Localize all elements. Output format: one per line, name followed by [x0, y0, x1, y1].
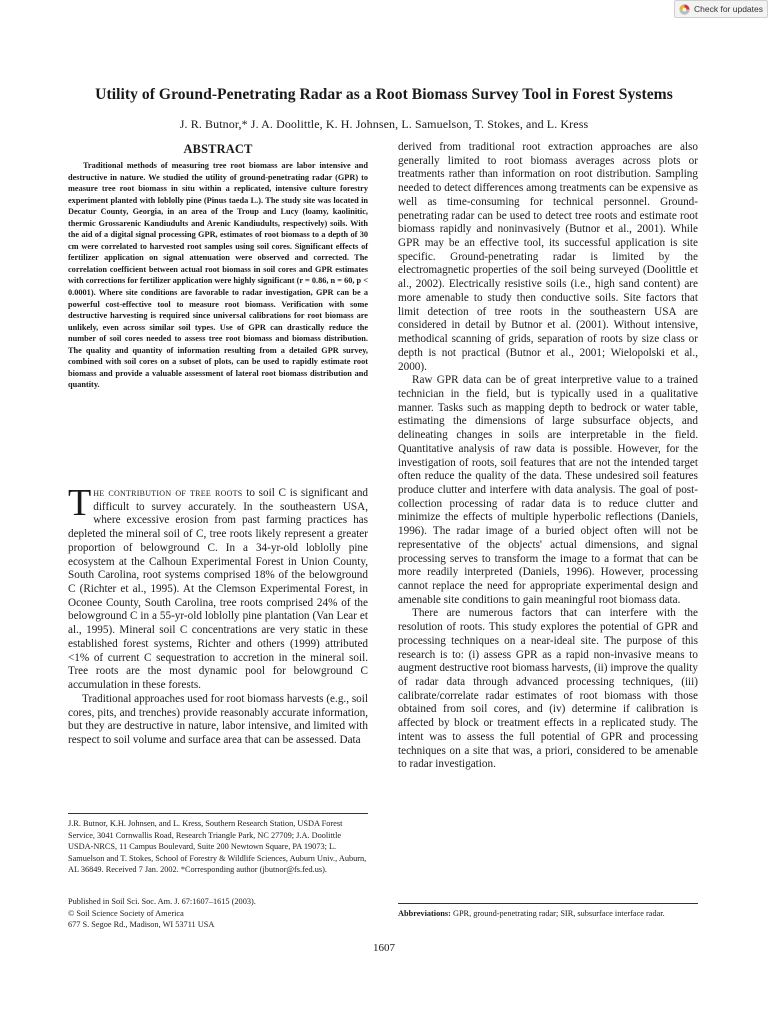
author-footnote: J.R. Butnor, K.H. Johnsen, and L. Kress, Southern Research Station, USDA Forest Service, 3041 Cornwallis Road, Research Triangle Park, NC 27709; J.A. Doolittle USDA-NRCS, 11 Campus Boulevard, Suite 200 Newtown Square, PA 19073; L. Samuelson and T. Stokes, School of Forestry & Wildlife Sciences, Auburn Univ., Auburn, AL 36849. Received 7 Jan. 2002. *Corresponding author (jbutnor@fs.fed.us). — [68, 819, 367, 875]
abbreviations-divider — [398, 903, 698, 904]
right-paragraph-2: Raw GPR data can be of great interpretive value to a trained technician in the field, but is typically used in a qualitative manner. Tasks such as mapping depth to bedrock or water table, estimating the dimensions of large subsurface objects, and delineating changes in soils are interpretable in the field. Quantitative analysis of raw data is possible. However, for the investigation of roots, soil features that are not the intended target often reduce the quality of the data. These undesired soil features produce clutter and interfere with data analysis. The goal of post-collection processing of radar data is to reduce clutter and minimize the effects of multiple hyperbolic reflections (Daniels, 1996). The radar image of a buried object often will not be representative of the objects' actual dimensions, and signal processing serves to transform the image to a format that can be more readily interpreted (Daniels, 1996). However, processing cannot replace the need for appropriate experimental design and amenable site conditions to gain meaningful root biomass data. — [398, 374, 698, 606]
abbreviations-text: GPR, ground-penetrating radar; SIR, subsurface interface radar. — [450, 909, 665, 918]
abbreviations-label: Abbreviations: — [398, 909, 451, 918]
check-for-updates-button[interactable] — [674, 0, 768, 18]
publication-info — [68, 896, 368, 931]
intro-paragraph-1 — [68, 482, 369, 693]
right-paragraph-1: derived from traditional root extraction approaches are also generally limited to root biomass averages across plots or treatments rather than information on root distribution. Sampling needed to detect differences among treatments can be expensive as well as time-consuming for technical personnel. Ground-penetrating radar can be used to detect tree roots and estimate root biomass rapidly and noninvasively (Butnor et al., 2001). While GPR may be an effective tool, its successful application is site specific. Ground-penetrating radar is limited by the electromagnetic properties of the soil being surveyed (Doolittle et al., 2002). Electrically resistive soils (i.e., high sand content) are more amenable to study then conductive soils. Site factors that limit detection of tree roots in the southeastern USA are considered in detail by Butnor et al. (2001). Without intensive, methodical scanning of grids, separation of roots by size class or depth is not practical (Butnor et al., 2001; Wielopolski et al., 2000). — [398, 141, 698, 373]
crossmark-icon — [679, 4, 690, 15]
right-body-column — [398, 141, 698, 772]
abstract-heading: ABSTRACT — [183, 142, 253, 156]
publication-line-3: 677 S. Segoe Rd., Madison, WI 53711 USA — [68, 920, 215, 930]
check-for-updates-label: Check for updates — [694, 4, 763, 14]
article-title: Utility of Ground-Penetrating Radar as a Root Biomass Survey Tool in Forest Systems — [95, 86, 673, 103]
intro-paragraph-2: Traditional approaches used for root biomass harvests (e.g., soil cores, pits, and trenches) provide reasonably accurate information, but they are destructive in nature, labor intensive, and limited with respect to soil volume and surface area that can be assessed. Data — [68, 692, 368, 746]
footnote-divider — [68, 813, 368, 814]
drop-cap: T — [68, 482, 92, 524]
intro-paragraph-1-text: to soil C is significant and difficult to survey accurately. In the southeastern USA, where excessive erosion from past farming practices has depleted the mineral soil of C, tree roots likely represent a greater proportion of belowground C. In a 34-yr-old loblolly pine ecosystem at the Calhoun Experimental Forest in Union County, South Carolina, root systems comprised 18% of the belowground C (Richter et al., 1995). At the Clemson Experimental Forest, in Oconee County, South Carolina, tree roots comprised 24% of the belowground C in a 55-yr-old loblolly pine plantation (Van Lear et al., 1995). Mineral soil C concentrations are very static in these established forest systems, Richter and others (1999) attributed <1% of current C sequestration to accretion in the mineral soil. Tree roots are the most dynamic pool for belowground C accumulation in these forests. — [68, 487, 369, 692]
author-list: J. R. Butnor,* J. A. Doolittle, K. H. Johnsen, L. Samuelson, T. Stokes, and L. Kress — [179, 117, 589, 131]
right-paragraph-3: There are numerous factors that can interfere with the resolution of roots. This study explores the potential of GPR and processing techniques on a near-ideal site. The purpose of this research is to: (i) assess GPR as a rapid non-invasive means to augment destructive root biomass harvests, (ii) improve the quality of radar data through advanced processing techniques, (iii) calibrate/correlate radar estimates of root biomass with those obtained from soil cores, and (iv) determine if calibration is affected by block or treatment effects in a replicated study. The intent was to assess the full potential of GPR and processing techniques on a site that was, a priori, considered to be amenable to radar investigation. — [398, 607, 698, 771]
publication-line-1: Published in Soil Sci. Soc. Am. J. 67:1607–1615 (2003). — [68, 897, 256, 906]
left-body-column — [68, 482, 369, 748]
publication-line-2: © Soil Science Society of America — [68, 908, 184, 918]
abstract-text: Traditional methods of measuring tree root biomass are labor intensive and destructive in nature. We studied the utility of ground-penetrating radar (GPR) to measure tree root biomass in situ within a replicated, intensive culture forestry experiment planted with loblolly pine (Pinus taeda L.). The study site was located in Decatur County, Georgia, in an area of the Troup and Lucy (loamy, kaolinitic, thermic Grossarenic Kandiudults and Arenic Kandiudults, respectively) soils. With the aid of a digital signal processing GPR, estimates of root biomass to a depth of 30 cm were correlated to harvested root samples using soil cores. Significant effects of fertilizer application on signal attenuation were observed and corrected. The correlation coefficient between actual root biomass in soil cores and GPR estimates with corrections for fertilizer application were highly significant (r = 0.86, n = 60, p < 0.0001). Where site conditions are favorable to radar investigation, GPR can be a powerful cost-effective tool to measure root biomass. Verification with some destructive harvesting is required since universal calibrations for root biomass are unlikely, even across similar soil types. Use of GPR can drastically reduce the number of soil cores needed to assess tree root biomass and biomass distribution. The quality and quantity of information resulting from a detailed GPR survey, combined with soil cores on a subset of plots, can be used to rapidly estimate root biomass and provide a valuable assessment of lateral root biomass distribution and quantity. — [68, 161, 368, 390]
abbreviations-note — [398, 908, 698, 920]
small-caps-lead: he contribution of tree roots — [93, 487, 243, 499]
page-number: 1607 — [373, 942, 395, 954]
